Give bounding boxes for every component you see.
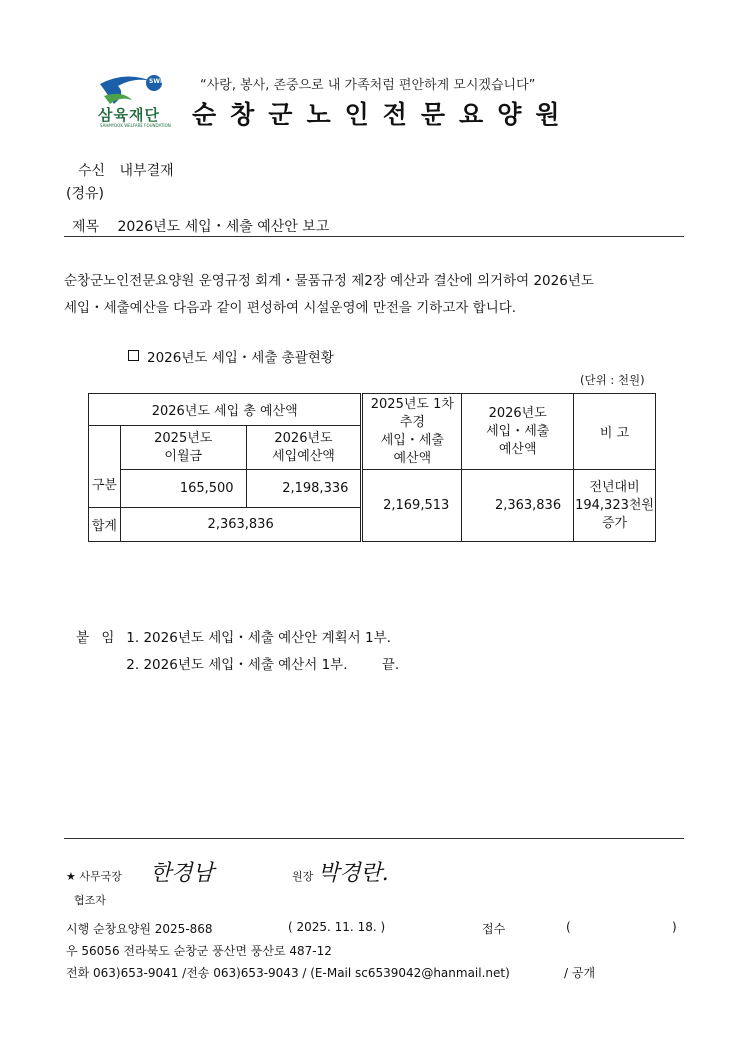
value-2026-budget: 2,363,836 (462, 470, 574, 542)
logo-badge: SWF (149, 78, 165, 85)
signature-secretary: 한경남 (150, 861, 214, 886)
header-2026-budget-line: 세입・세출 (486, 423, 550, 439)
header-2026-budget-line: 2026년도 (488, 405, 547, 421)
value-income: 2,198,336 (246, 470, 362, 508)
unit-label: (단위 : 천원) (580, 373, 645, 387)
recipient-label: 수신 (78, 163, 106, 179)
institution-name: 순창군노인전문요양원 (192, 100, 574, 129)
subject-row (72, 216, 329, 236)
budget-summary-table (88, 393, 656, 542)
enforcement-date: ( 2025. 11. 18. ) (288, 920, 386, 934)
note-line: 전년대비 (589, 479, 640, 495)
checkbox-square-icon (128, 350, 139, 361)
header-2025-supp-line: 세입・세출 (380, 432, 444, 448)
subject-label: 제목 (72, 219, 100, 235)
logo-subtitle: SAHMYOOK WELFARE FOUNDATION (100, 123, 171, 128)
attachment-item-1: 1. 2026년도 세입・세출 예산안 계획서 1부. (126, 630, 391, 646)
role-secretary-general: 사무국장 (79, 870, 122, 883)
header-2026-income: 2026년도 세입 총 예산액 (89, 394, 362, 426)
header-income-line: 세입예산액 (272, 448, 335, 464)
end-mark: 끝. (381, 657, 400, 673)
header-2026-budget-line: 예산액 (498, 441, 537, 457)
attachment-item-2: 2. 2026년도 세입・세출 예산서 1부. (126, 657, 348, 673)
header-gubun: 구분 (89, 426, 121, 508)
public-status: / 공개 (564, 966, 596, 980)
via-label: (경유) (66, 186, 104, 202)
header-2025-supplementary (362, 394, 462, 470)
approval-row (66, 868, 122, 884)
footer-divider (64, 838, 684, 839)
role-director: 원장 (292, 870, 314, 883)
header-income-budget (246, 426, 362, 470)
signature-director: 박경란. (318, 861, 389, 886)
receipt-paren-close: ) (672, 920, 677, 934)
receipt-label: 접수 (482, 922, 506, 936)
header-carryover (120, 426, 246, 470)
body-line-2: 세입・세출예산을 다음과 같이 편성하여 시설운영에 만전을 기하고자 합니다. (64, 300, 517, 316)
header-2026-budget (462, 394, 574, 470)
subject-divider (64, 236, 684, 237)
total-value: 2,363,836 (120, 508, 362, 542)
note-cell (574, 470, 656, 542)
total-label: 합계 (89, 508, 121, 542)
address: 우 56056 전라북도 순창군 풍산면 풍산로 487-12 (66, 944, 332, 958)
header-income-line: 2026년도 (274, 430, 333, 446)
body-line-1: 순창군노인전문요양원 운영규정 회계・물품규정 제2장 예산과 결산에 의거하여 2026년도 (64, 273, 594, 289)
contact-info: 전화 063)653-9041 /전송 063)653-9043 / (E-Mail sc6539042@hanmail.net) (66, 966, 510, 980)
note-line: 194,323천원 (575, 497, 654, 513)
logo-text: 삼육재단 (98, 106, 160, 124)
note-line: 증가 (601, 515, 628, 531)
attachment-block (76, 625, 399, 679)
header-2025-supp-line: 2025년도 1차 (370, 396, 454, 412)
header-carryover-line: 2025년도 (154, 430, 213, 446)
motto: “사랑, 봉사, 존중으로 내 가족처럼 편안하게 모시겠습니다” (200, 78, 536, 93)
header-2025-supp-line: 추경 (399, 414, 425, 430)
header-note: 비 고 (574, 394, 656, 470)
attachment-label: 붙 임 (76, 630, 119, 646)
cooperation-label: 협조자 (74, 894, 106, 907)
header-carryover-line: 이월금 (164, 448, 203, 464)
section-title-text: 2026년도 세입・세출 총괄현황 (147, 350, 334, 366)
value-carryover: 165,500 (120, 470, 246, 508)
recipient-value: 내부결재 (119, 163, 174, 179)
enforcement-number: 시행 순창요양원 2025-868 (66, 922, 213, 936)
receipt-paren-open: ( (566, 920, 571, 934)
body-text (64, 268, 704, 322)
subject-value: 2026년도 세입・세출 예산안 보고 (117, 219, 330, 235)
value-2025-supplementary: 2,169,513 (362, 470, 462, 542)
header-2025-supp-line: 예산액 (393, 450, 432, 466)
star-icon: ★ (66, 870, 76, 883)
section-title (128, 346, 334, 366)
recipient-row (78, 160, 174, 180)
